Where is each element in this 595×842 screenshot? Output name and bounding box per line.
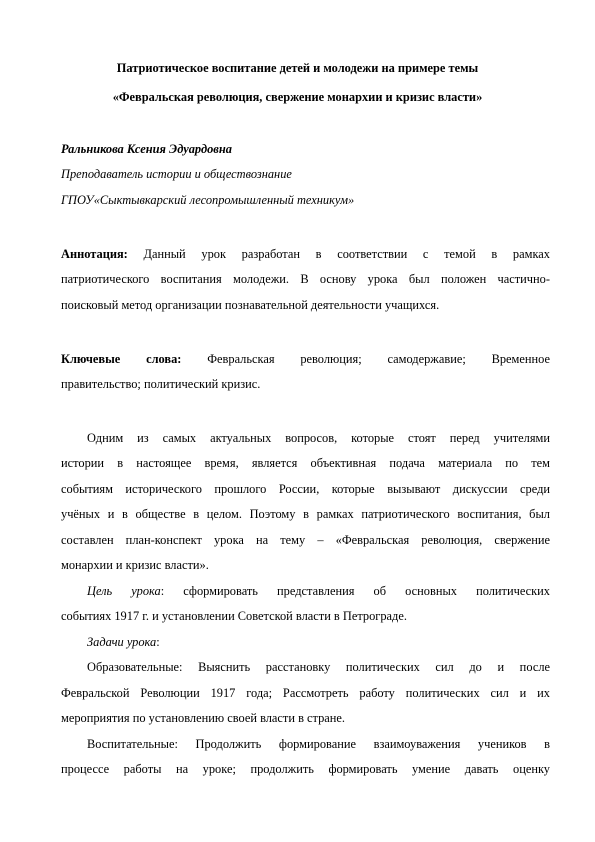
goal-line-1	[87, 583, 550, 599]
intro-line-6: монархии и кризис власти».	[61, 558, 209, 572]
upbringing-line-2: процессе работы на уроке; продолжить формировать умение давать оценку	[61, 762, 550, 776]
educational-line-1: Образовательные: Выяснить расстановку политических сил до и после	[87, 660, 550, 674]
intro-line-5: составлен план-конспект урока на тему – «Февральская революция, свержение	[61, 533, 550, 547]
author-position: Преподаватель истории и обществознание	[61, 167, 292, 181]
author-name: Ральникова Ксения Эдуардовна	[61, 142, 232, 156]
intro-line-1: Одним из самых актуальных вопросов, которые стоят перед учителями	[87, 431, 550, 445]
intro-line-3: событиям исторического прошлого России, которые вызывают дискуссии среди	[61, 482, 550, 496]
intro-line-4: учёных и в обществе в целом. Поэтому в рамках патриотического воспитания, был	[61, 507, 550, 521]
upbringing-line-1: Воспитательные: Продолжить формирование взаимоуважения учеников в	[87, 737, 550, 751]
document-title-line-2: «Февральская революция, свержение монархии и кризис власти»	[112, 90, 483, 104]
goal-line-2: событиях 1917 г. и установлении Советской власти в Петрограде.	[61, 609, 407, 623]
tasks-suffix: :	[156, 635, 160, 649]
document-title-line-1: Патриотическое воспитание детей и молодежи на примере темы	[116, 61, 479, 75]
author-organization: ГПОУ«Сыктывкарский лесопромышленный техникум»	[61, 193, 355, 207]
goal-text-1: : сформировать представления об основных политических	[160, 584, 550, 598]
annotation-label: Аннотация:	[61, 247, 128, 261]
educational-line-2: Февральской Революции 1917 года; Рассмотреть работу политических сил и их	[61, 686, 550, 700]
intro-line-2: истории в настоящее время, является объективная подача материала по тем	[61, 456, 550, 470]
tasks-heading	[87, 634, 550, 650]
educational-line-3: мероприятия по установлению своей власти в стране.	[61, 711, 346, 725]
annotation-line-2: патриотического воспитания молодежи. В основу урока был положен частично-	[61, 272, 550, 286]
keywords-line-2: правительство; политический кризис.	[61, 377, 261, 391]
annotation-line-3: поисковый метод организации познавательной деятельности учащихся.	[61, 298, 440, 312]
keywords-label: Ключевые слова:	[61, 352, 182, 366]
keywords-line-1	[61, 351, 550, 367]
goal-label: Цель урока	[87, 584, 161, 598]
annotation-text-1: Данный урок разработан в соответствии с темой в рамках	[127, 247, 550, 261]
tasks-label: Задачи урока	[87, 635, 157, 649]
annotation-line-1	[61, 246, 550, 262]
keywords-text-1: Февральская революция; самодержавие; Временное	[181, 352, 550, 366]
